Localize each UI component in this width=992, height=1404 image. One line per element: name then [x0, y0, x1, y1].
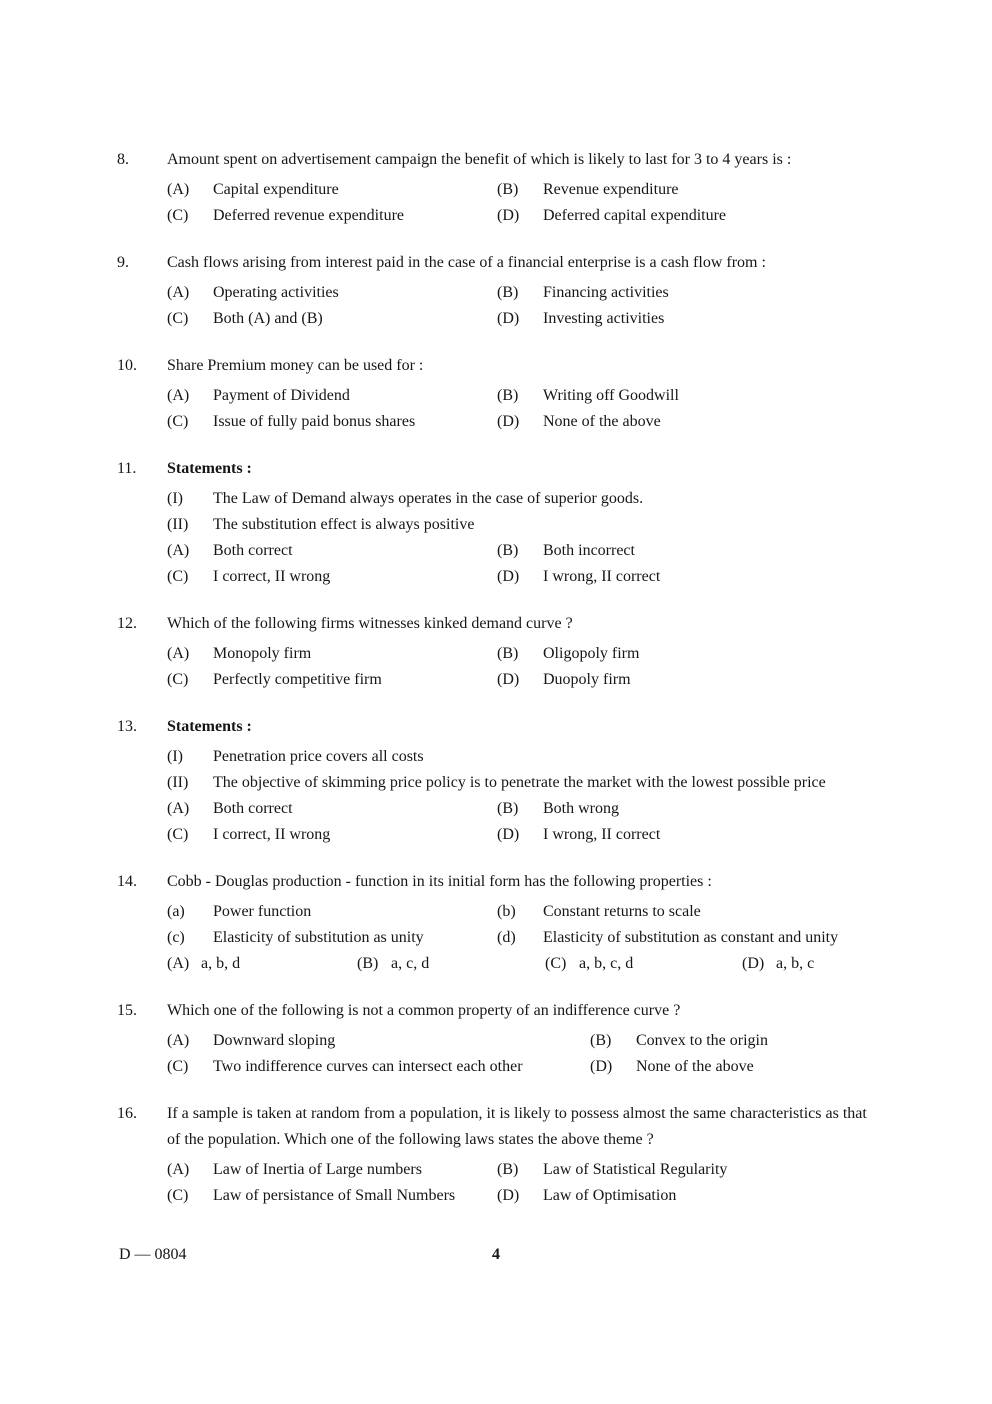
- question-number: 12.: [117, 615, 137, 632]
- option-text: Issue of fully paid bonus shares: [213, 413, 416, 430]
- option-label: (D): [497, 826, 520, 843]
- option-text: a, b, c: [776, 955, 815, 972]
- option-label: (A): [167, 1161, 190, 1178]
- question-body: [167, 353, 877, 435]
- answer-choice: [545, 951, 742, 977]
- option-label: (A): [167, 645, 190, 662]
- option-label: (D): [497, 671, 520, 688]
- option-label: (D): [497, 1187, 520, 1204]
- option-text: Revenue expenditure: [543, 181, 679, 198]
- question-rows: [167, 744, 877, 848]
- question-text: Cobb - Douglas production - function in its initial form has the following properties :: [167, 873, 712, 890]
- question: [117, 147, 877, 229]
- option-text: Monopoly firm: [213, 645, 312, 662]
- statement-row: [167, 744, 877, 770]
- question-body: [167, 714, 877, 848]
- question-number: 15.: [117, 1002, 137, 1019]
- option-row: [167, 177, 877, 203]
- option-text: Perfectly competitive firm: [213, 671, 382, 688]
- option-row: [167, 822, 877, 848]
- option-label: (B): [497, 800, 519, 817]
- question-text: If a sample is taken at random from a population, it is likely to possess almost the same characteristics as that of the population. Which one of the following laws states the above theme ?: [167, 1105, 867, 1148]
- question-body: [167, 250, 877, 332]
- option-label: (C): [167, 207, 189, 224]
- option-label: (B): [590, 1032, 612, 1049]
- option-text: Both wrong: [543, 800, 619, 817]
- statement-text: The objective of skimming price policy is to penetrate the market with the lowest possible price: [213, 774, 826, 791]
- option-label: (B): [497, 542, 519, 559]
- option-text: Deferred revenue expenditure: [213, 207, 404, 224]
- page-number: 4: [492, 1246, 500, 1263]
- question: [117, 1101, 877, 1209]
- option-label: (B): [497, 645, 519, 662]
- option-row: [167, 564, 877, 590]
- option-row: [167, 538, 877, 564]
- option-label: (c): [167, 929, 185, 946]
- option-row: [167, 796, 877, 822]
- question-body: [167, 998, 877, 1080]
- option-label: (C): [545, 955, 567, 972]
- option-label: (C): [167, 1187, 189, 1204]
- questions: [117, 147, 877, 1230]
- statement-text: The substitution effect is always positive: [213, 516, 475, 533]
- statement-row: [167, 770, 877, 796]
- option-text: a, b, c, d: [579, 955, 634, 972]
- option-row: [167, 899, 877, 925]
- question-text: Cash flows arising from interest paid in the case of a financial enterprise is a cash flow from :: [167, 254, 766, 271]
- statement-text: Penetration price covers all costs: [213, 748, 424, 765]
- option-text: Investing activities: [543, 310, 665, 327]
- option-row: [167, 409, 877, 435]
- option-label: (D): [590, 1058, 613, 1075]
- option-text: None of the above: [543, 413, 661, 430]
- option-text: Payment of Dividend: [213, 387, 350, 404]
- question-body: [167, 1101, 877, 1209]
- option-label: (A): [167, 542, 190, 559]
- question-rows: [167, 899, 877, 977]
- option-text: Both correct: [213, 542, 293, 559]
- option-row: [167, 641, 877, 667]
- answer-choice: [357, 951, 545, 977]
- question-number: 8.: [117, 151, 129, 168]
- option-label: (C): [167, 568, 189, 585]
- question-number: 10.: [117, 357, 137, 374]
- option-text: Both correct: [213, 800, 293, 817]
- option-text: Law of Optimisation: [543, 1187, 677, 1204]
- statement-row: [167, 512, 877, 538]
- option-row: [167, 1183, 877, 1209]
- option-text: Both incorrect: [543, 542, 635, 559]
- option-text: Operating activities: [213, 284, 339, 301]
- question-rows: [167, 280, 877, 332]
- option-text: Law of Statistical Regularity: [543, 1161, 728, 1178]
- option-row: [167, 1157, 877, 1183]
- option-label: (B): [497, 387, 519, 404]
- question-number: 16.: [117, 1105, 137, 1122]
- question: [117, 998, 877, 1080]
- option-label: (D): [497, 310, 520, 327]
- option-text: Law of persistance of Small Numbers: [213, 1187, 456, 1204]
- option-row: [167, 306, 877, 332]
- question-rows: [167, 486, 877, 590]
- answer-choice: [742, 951, 877, 977]
- option-text: None of the above: [636, 1058, 754, 1075]
- option-text: Downward sloping: [213, 1032, 336, 1049]
- question-text: Statements :: [167, 718, 252, 735]
- option-label: (a): [167, 903, 185, 920]
- option-text: Constant returns to scale: [543, 903, 701, 920]
- statement-label: (II): [167, 516, 189, 533]
- statement-label: (I): [167, 748, 183, 765]
- question: [117, 250, 877, 332]
- question: [117, 714, 877, 848]
- option-text: I wrong, II correct: [543, 568, 661, 585]
- option-label: (A): [167, 955, 190, 972]
- option-text: Duopoly firm: [543, 671, 631, 688]
- answer-choice: [167, 951, 357, 977]
- question-number: 13.: [117, 718, 137, 735]
- option-row: [167, 1028, 877, 1054]
- option-label: (D): [497, 568, 520, 585]
- question-rows: [167, 177, 877, 229]
- option-label: (C): [167, 826, 189, 843]
- statement-label: (I): [167, 490, 183, 507]
- option-label: (C): [167, 413, 189, 430]
- option-text: Power function: [213, 903, 312, 920]
- question-text: Which one of the following is not a common property of an indifference curve ?: [167, 1002, 681, 1019]
- option-label: (B): [497, 284, 519, 301]
- option-label: (B): [357, 955, 379, 972]
- option-text: I correct, II wrong: [213, 568, 331, 585]
- question-text: Which of the following firms witnesses kinked demand curve ?: [167, 615, 573, 632]
- option-label: (D): [497, 207, 520, 224]
- option-label: (C): [167, 310, 189, 327]
- footer: [0, 1246, 992, 1272]
- option-text: Both (A) and (B): [213, 310, 323, 327]
- question: [117, 353, 877, 435]
- question: [117, 869, 877, 977]
- option-label: (A): [167, 284, 190, 301]
- option-label: (A): [167, 387, 190, 404]
- question-number: 11.: [117, 460, 137, 477]
- question-body: [167, 869, 877, 977]
- question-text: Share Premium money can be used for :: [167, 357, 424, 374]
- option-text: Deferred capital expenditure: [543, 207, 727, 224]
- option-label: (d): [497, 929, 516, 946]
- option-row: [167, 203, 877, 229]
- statement-text: The Law of Demand always operates in the case of superior goods.: [213, 490, 644, 507]
- paper-code: D — 0804: [119, 1246, 187, 1263]
- option-label: (D): [497, 413, 520, 430]
- question-rows: [167, 383, 877, 435]
- option-text: Financing activities: [543, 284, 669, 301]
- option-text: I wrong, II correct: [543, 826, 661, 843]
- statement-row: [167, 486, 877, 512]
- option-text: Convex to the origin: [636, 1032, 768, 1049]
- question-number: 9.: [117, 254, 129, 271]
- option-text: Capital expenditure: [213, 181, 339, 198]
- option-text: Two indifference curves can intersect each other: [213, 1058, 523, 1075]
- option-text: Elasticity of substitution as unity: [213, 929, 424, 946]
- option-label: (C): [167, 671, 189, 688]
- question-rows: [167, 1157, 877, 1209]
- question: [117, 456, 877, 590]
- option-text: Elasticity of substitution as constant and unity: [543, 929, 839, 946]
- option-text: a, c, d: [391, 955, 430, 972]
- option-row: [167, 667, 877, 693]
- option-row: [167, 383, 877, 409]
- option-text: Writing off Goodwill: [543, 387, 679, 404]
- option-text: a, b, d: [201, 955, 241, 972]
- statement-label: (II): [167, 774, 189, 791]
- option-label: (A): [167, 181, 190, 198]
- question-body: [167, 611, 877, 693]
- option-label: (A): [167, 800, 190, 817]
- option-label: (D): [742, 955, 765, 972]
- question-text: Statements :: [167, 460, 252, 477]
- question-text: Amount spent on advertisement campaign the benefit of which is likely to last for 3 to 4 years is :: [167, 151, 792, 168]
- option-text: Oligopoly firm: [543, 645, 640, 662]
- option-row: [167, 280, 877, 306]
- question-body: [167, 147, 877, 229]
- answer-row: [167, 951, 877, 977]
- option-label: (B): [497, 1161, 519, 1178]
- question-number: 14.: [117, 873, 137, 890]
- question: [117, 611, 877, 693]
- option-label: (b): [497, 903, 516, 920]
- option-label: (B): [497, 181, 519, 198]
- question-rows: [167, 641, 877, 693]
- option-row: [167, 925, 877, 951]
- option-text: Law of Inertia of Large numbers: [213, 1161, 422, 1178]
- option-label: (A): [167, 1032, 190, 1049]
- question-rows: [167, 1028, 877, 1080]
- option-row: [167, 1054, 877, 1080]
- question-body: [167, 456, 877, 590]
- option-label: (C): [167, 1058, 189, 1075]
- option-text: I correct, II wrong: [213, 826, 331, 843]
